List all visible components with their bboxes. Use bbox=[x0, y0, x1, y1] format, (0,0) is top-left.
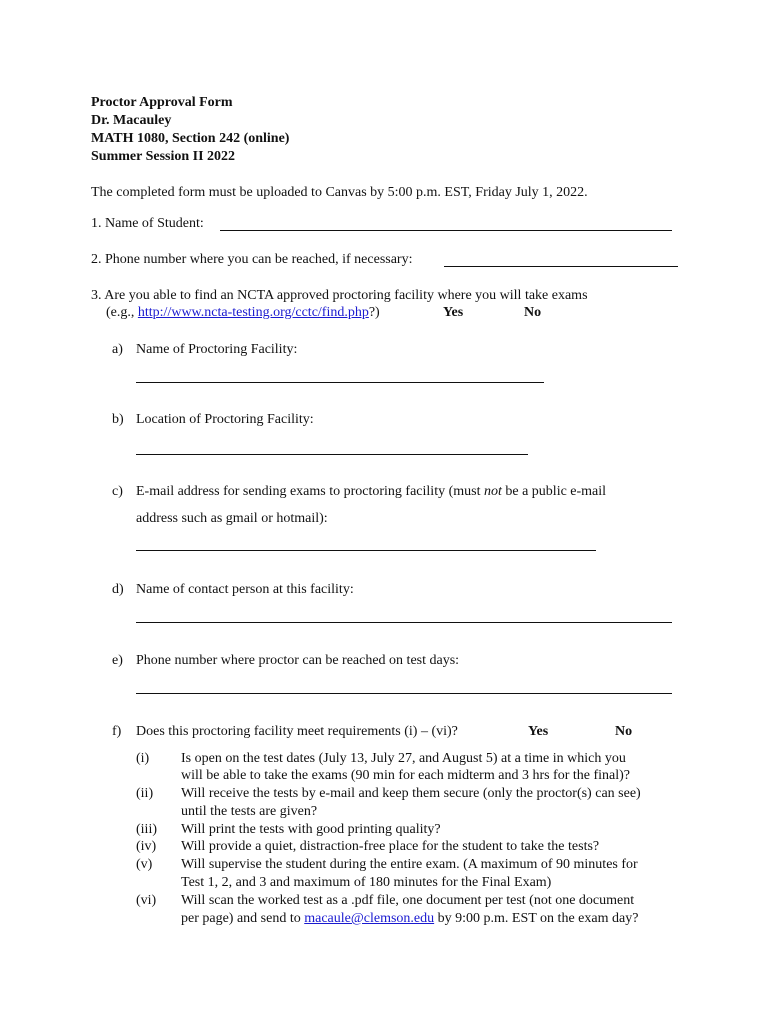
proctor-phone-label: Phone number where proctor can be reached on test days: bbox=[136, 653, 460, 668]
ncta-yes-option[interactable]: Yes bbox=[443, 305, 464, 320]
req-num-iv: (iv) bbox=[136, 839, 157, 854]
req-text-ii-1: Will receive the tests by e-mail and keep them secure (only the proctor(s) can see) bbox=[181, 786, 641, 801]
req-text-vi-1: Will scan the worked test as a .pdf file, one document per test (not one document bbox=[181, 893, 635, 908]
facility-location-label: Location of Proctoring Facility: bbox=[136, 412, 314, 427]
facility-name-field[interactable] bbox=[136, 382, 544, 383]
item-e-marker: e) bbox=[112, 653, 123, 668]
req-num-iii: (iii) bbox=[136, 822, 157, 837]
requirements-yes-option[interactable]: Yes bbox=[528, 724, 549, 739]
item-c-marker: c) bbox=[112, 484, 123, 499]
session-name: Summer Session II 2022 bbox=[91, 149, 236, 164]
item-d-marker: d) bbox=[112, 582, 124, 597]
req-text-vi-2: per page) and send to macaule@clemson.edu by 9:00 p.m. EST on the exam day? bbox=[181, 911, 639, 926]
facility-email-label-line2: address such as gmail or hotmail): bbox=[136, 511, 328, 526]
facility-name-label: Name of Proctoring Facility: bbox=[136, 342, 298, 357]
req-text-ii-2: until the tests are given? bbox=[181, 804, 318, 819]
phone-label: 2. Phone number where you can be reached, if necessary: bbox=[91, 252, 413, 267]
requirements-question: Does this proctoring facility meet requirements (i) – (vi)? bbox=[136, 724, 458, 739]
item-f-marker: f) bbox=[112, 724, 122, 739]
item-a-marker: a) bbox=[112, 342, 123, 357]
req-text-v-2: Test 1, 2, and 3 and maximum of 180 minutes for the Final Exam) bbox=[181, 875, 552, 890]
contact-person-field[interactable] bbox=[136, 622, 672, 623]
req-text-i-2: will be able to take the exams (90 min for each midterm and 3 hrs for the final)? bbox=[181, 768, 631, 783]
facility-location-field[interactable] bbox=[136, 454, 528, 455]
deadline-text: The completed form must be uploaded to Canvas by 5:00 p.m. EST, Friday July 1, 2022. bbox=[91, 185, 588, 200]
ncta-question: 3. Are you able to find an NCTA approved proctoring facility where you will take exams bbox=[91, 288, 588, 303]
form-title: Proctor Approval Form bbox=[91, 95, 233, 110]
instructor-name: Dr. Macauley bbox=[91, 113, 172, 128]
phone-field[interactable] bbox=[444, 266, 678, 267]
facility-email-label: E-mail address for sending exams to proctoring facility (must not be a public e-mail bbox=[136, 484, 607, 499]
requirements-no-option[interactable]: No bbox=[615, 724, 633, 739]
ncta-link[interactable]: http://www.ncta-testing.org/cctc/find.php bbox=[137, 305, 369, 320]
facility-email-field[interactable] bbox=[136, 550, 596, 551]
req-text-v-1: Will supervise the student during the entire exam. (A maximum of 90 minutes for bbox=[181, 857, 638, 872]
ncta-no-option[interactable]: No bbox=[524, 305, 542, 320]
email-link[interactable]: macaule@clemson.edu bbox=[304, 911, 435, 926]
req-num-vi: (vi) bbox=[136, 893, 157, 908]
req-num-v: (v) bbox=[136, 857, 153, 872]
req-text-iii-1: Will print the tests with good printing quality? bbox=[181, 822, 441, 837]
req-num-ii: (ii) bbox=[136, 786, 154, 801]
contact-person-label: Name of contact person at this facility: bbox=[136, 582, 354, 597]
req-text-iv-1: Will provide a quiet, distraction-free place for the student to take the tests? bbox=[181, 839, 600, 854]
ncta-example: (e.g., http://www.ncta-testing.org/cctc/find.php?) bbox=[106, 305, 380, 320]
student-name-label: 1. Name of Student: bbox=[91, 216, 204, 231]
proctor-phone-field[interactable] bbox=[136, 693, 672, 694]
req-text-i-1: Is open on the test dates (July 13, July 27, and August 5) at a time in which you bbox=[181, 751, 626, 766]
item-b-marker: b) bbox=[112, 412, 124, 427]
course-name: MATH 1080, Section 242 (online) bbox=[91, 131, 290, 146]
req-num-i: (i) bbox=[136, 751, 150, 766]
student-name-field[interactable] bbox=[220, 230, 672, 231]
